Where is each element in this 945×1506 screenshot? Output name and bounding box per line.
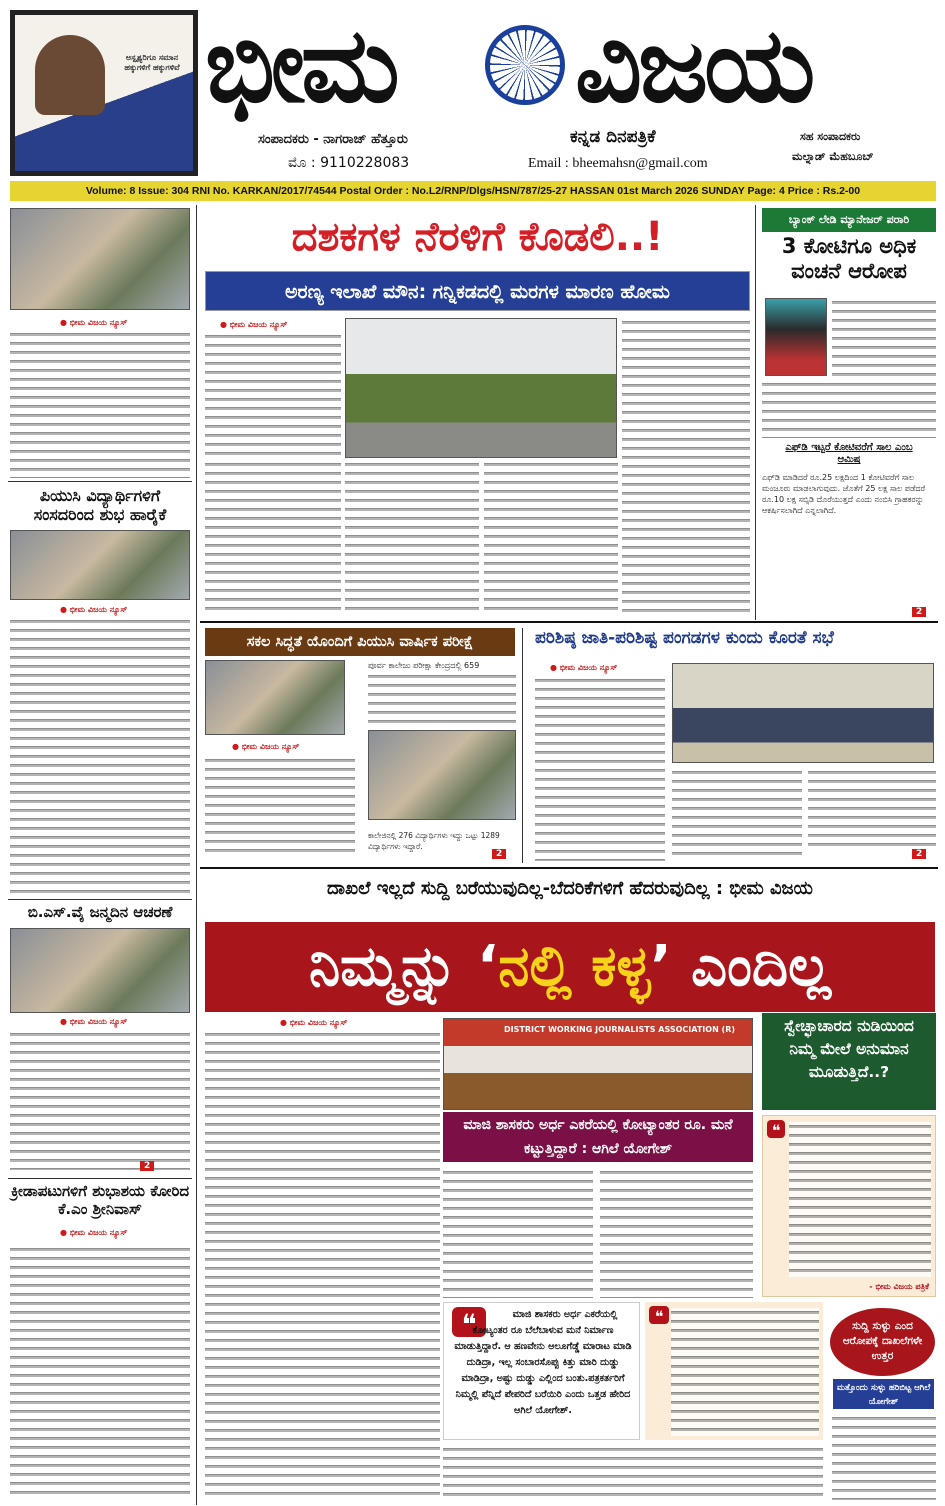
bottom-body-col-1 [205,1030,440,1500]
lead-subhead: ಅರಣ್ಯ ಇಲಾಖೆ ಮೌನ: ಗನ್ನಿಕಡದಲ್ಲಿ ಮರಗಳ ಮಾರಣ ಹೋಮ [205,271,750,311]
quote-icon: ❝ [767,1120,785,1138]
left-story-1-body [10,330,190,478]
byline: ● ಭೀಮ ವಿಜಯ ನ್ಯೂಸ್ [60,605,127,615]
lead-headline: ದಶಕಗಳ ನೆರಳಿಗೆ ಕೊಡಲಿ..! [291,214,664,260]
left-story-4-headline: ಕ್ರೀಡಾಪಟುಗಳಿಗೆ ಶುಭಾಶಯ ಕೋರಿದ ಕೆ.ಎಂ ಶ್ರೀನಿವಾಸ್ [10,1182,190,1218]
lead-photo-tree [345,318,617,458]
scst-body-1 [535,676,665,861]
lead-body-col-4 [622,318,750,613]
editor-phone: ಮೊ : 9110228083 [288,155,410,171]
continued-marker: 2 [140,1161,154,1171]
right-body-3: ಎಫ್‌ಡಿ ಮಾಡಿದರೆ ರೂ.25 ಲಕ್ಷದಿಂದ 1 ಕೋಟಿವರೆಗೆ ಸಾಲ ಮಂಜೂರು ಮಾಡಲಾಗುವುದು. ಜೊತೆಗೆ 25 ಲಕ್ಷ ಸಾಲ ಪಡೆದರೆ ರೂ.10 ಲಕ್ಷ ಸಬ್ಸಿಡಿ ದೊರೆಯುತ್ತದೆ ಎಂದು ನಂಬಿಸಿ ಗ್ರಾಹಕರನ್ನು ಆಕರ್ಷಿಸಲಾಗಿದೆ ಎನ್ನಲಾಗಿದೆ. [762,473,926,515]
section-divider [200,621,938,623]
big-headline-post: ’ ಎಂದಿಲ್ಲ [650,934,832,999]
lead-body-col-1b [205,460,341,615]
masthead-title-right: ವಿಜಯ [575,4,812,126]
right-body-2 [762,380,936,438]
byline: ● ಭೀಮ ವಿಜಯ ನ್ಯೂಸ್ [60,1228,127,1238]
scst-meeting-photo [672,663,934,763]
left-story-2-headline: ಪಿಯುಸಿ ವಿದ್ಯಾರ್ಥಿಗಳಿಗೆ ಸಂಸದರಿಂದ ಶುಭ ಹಾರೈಕೆ [33,486,167,525]
right-quote-text [789,1122,931,1277]
byline: ● ಭೀಮ ವಿಜಯ ನ್ಯೂಸ್ [232,742,299,752]
banner-tagline: ದಾಖಲೆ ಇಲ್ಲದೆ ಸುದ್ದಿ ಬರೆಯುವುದಿಲ್ಲ-ಬೆದರಿಕೆಗಳಿಗೆ ಹೆದರುವುದಿಲ್ಲ : ಭೀಮ ವಿಜಯ [327,878,813,899]
scst-body-3 [808,768,936,848]
exam-snippet: ಪೂರ್ವ ಕಾಲೇಜು ಪರೀಕ್ಷಾ ಕೇಂದ್ರದಲ್ಲಿ 659 [368,661,480,670]
lead-body-col-2 [345,460,479,615]
left-photo-1 [10,208,190,310]
right-subhead: ಎಫ್‌ಡಿ ಇಟ್ಟರೆ ಕೋಟಿವರೆಗೆ ಸಾಲ ಎಂಬ ಆಮಿಷ [785,442,913,465]
bottom-body-col-5 [832,1414,936,1500]
left-story-3-headline: ಬಿ.ಎಸ್.ವೈ ಜನ್ಮದಿನ ಆಚರಣೆ [27,903,173,921]
portrait-caption: ಅಸ್ಪೃಶ್ಯರಿಗೂ ಸಮಾನ ಹಕ್ಕುಗಳಿಗೆ ಹಕ್ಕುಗಳಿವೆ [124,53,180,72]
scst-body-2 [672,768,802,861]
masthead-title-left: ಭೀಮ [205,4,396,126]
email: Email : bheemahsn@gmail.com [528,156,708,171]
blue-box: ಮತ್ತೊಂದು ಸುಳ್ಳು ಹರಿಬಿಟ್ಟ ಆಗಿಲೆ ಯೋಗೇಶ್ [832,1378,935,1410]
column-rule [755,205,756,620]
photo-banner-text: DISTRICT WORKING JOURNALISTS ASSOCIATION (R) [504,1025,736,1034]
signature: - ಭೀಮ ವಿಜಯ ಪತ್ರಿಕೆ [869,1282,929,1291]
lead-body-col-1 [205,332,341,457]
co-editor-name: ಮಲ್ನಾಡ್ ಮೆಹಬೂಬ್ [792,150,874,163]
exam-body-2 [205,756,355,858]
exam-body-1 [368,672,516,727]
left-story-4-body [10,1245,190,1500]
bottom-subhead: ಮಾಜಿ ಶಾಸಕರು ಅರ್ಧ ಎಕರೆಯಲ್ಲಿ ಕೋಟ್ಯಾಂತರ ರೂ. ಮನೆ ಕಟ್ಟುತ್ತಿದ್ದಾರೆ : ಆಗಿಲೆ ಯೋಗೇಶ್ [443,1112,753,1162]
ashoka-chakra-icon [485,25,565,105]
portrait-frame [10,10,198,176]
exam-photo-2 [368,730,516,820]
continued-marker: 2 [492,849,506,859]
continued-marker: 2 [912,607,926,617]
byline: ● ಭೀಮ ವಿಜಯ ನ್ಯೂಸ್ [280,1018,347,1028]
column-rule [196,205,197,1505]
red-oval: ಸುದ್ದಿ ಸುಳ್ಳು ಎಂದ ಆರೋಪಕ್ಕೆ ದಾಖಲೆಗಳೇ ಉತ್ತರ [830,1308,935,1376]
right-quote-box [762,1115,936,1297]
right-headline: 3 ಕೋಟಿಗೂ ಅಧಿಕ ವಂಚನೆ ಆರೋಪ [781,234,917,284]
co-editor-label: ಸಹ ಸಂಪಾದಕರು [800,130,861,143]
left-story-2-body [10,617,190,895]
big-headline-highlight: ನಲ್ಲಿ ಕಳ್ಳ [498,934,651,999]
byline: ● ಭೀಮ ವಿಜಯ ನ್ಯೂಸ್ [60,318,127,328]
bank-manager-photo [765,298,827,376]
left-story-3-body [10,1030,190,1170]
quote-box-2 [645,1302,823,1440]
byline: ● ಭೀಮ ವಿಜಯ ನ್ಯೂಸ್ [550,663,617,673]
left-photo-2 [10,530,190,600]
green-box: ಸ್ವೇಚ್ಛಾಚಾರದ ನುಡಿಯಿಂದ ನಿಮ್ಮ ಮೇಲೆ ಅನುಮಾನ ಮೂಡುತ್ತಿದೆ..? [762,1013,936,1110]
exam-photo-1 [205,660,345,735]
exam-caption: ಕಾಲೇಜಿನಲ್ಲಿ 276 ವಿದ್ಯಾರ್ಥಿಗಳು ಇದ್ದು ಒಟ್ಟು 1289 ವಿದ್ಯಾರ್ಥಿಗಳು ಇದ್ದಾರೆ. [368,831,500,851]
right-kicker: ಬ್ಯಾಂಕ್ ಲೇಡಿ ಮ್ಯಾನೇಜರ್ ಪರಾರಿ [762,208,936,232]
divider [8,481,192,482]
quote-icon: ❝ [452,1307,486,1337]
scst-headline: ಪರಿಶಿಷ್ಠ ಜಾತಿ-ಪರಿಶಿಷ್ಟ ಪಂಗಡಗಳ ಕುಂದು ಕೊರತೆ ಸಭೆ [535,628,834,648]
column-rule [522,628,523,863]
info-bar: Volume: 8 Issue: 304 RNI No. KARKAN/2017/74544 Postal Order : No.L2/RNP/Dlgs/HSN/787/25-27 HASSAN 01st March 2026 SUNDAY Page: 4 Price : Rs.2-00 [10,181,936,201]
byline: ● ಭೀಮ ವಿಜಯ ನ್ಯೂಸ್ [60,1017,127,1027]
quote-icon: ❝ [649,1306,669,1324]
bottom-body-col-3 [600,1168,753,1298]
left-photo-3 [10,928,190,1013]
divider [8,899,192,900]
big-headline-pre: ನಿಮ್ಮನ್ನು ‘ [308,934,499,999]
big-headline [205,922,935,1012]
right-body-1 [832,298,936,376]
paper-type: ಕನ್ನಡ ದಿನಪತ್ರಿಕೆ [570,127,656,147]
byline: ● ಭೀಮ ವಿಜಯ ನ್ಯೂಸ್ [220,320,287,330]
quote-box-1 [443,1302,640,1440]
divider [8,1178,192,1179]
bottom-body-col-2b [443,1445,823,1500]
quote-2-text [671,1308,819,1436]
section-divider [200,867,938,869]
exam-headline: ಸಕಲ ಸಿದ್ಧತೆ ಯೊಂದಿಗೆ ಪಿಯುಸಿ ವಾರ್ಷಿಕ ಪರೀಕ್ಷೆ [205,628,515,656]
portrait-figure [35,35,105,115]
continued-marker: 2 [912,849,926,859]
bottom-body-col-2 [443,1168,593,1298]
quote-1-text: ಮಾಜಿ ಶಾಸಕರು ಅರ್ಧ ಎಕರೆಯಲ್ಲಿ ಕೋಟ್ಯಂತರ ರೂ ಬೆಲೆಬಾಳುವ ಮನೆ ನಿರ್ಮಾಣ ಮಾಡುತ್ತಿದ್ದಾರೆ. ಆ ಹಣವೇನು ಆಲೂಗೆಡ್ಡೆ ಮಾರಾಟ ಮಾಡಿ ದುಡಿದ್ರಾ, ಇಲ್ಲ ಸಂಬಾರಸೊಪ್ಪು ಕಿತ್ತು ಮಾರಿ ದುಡ್ಡು ಮಾಡಿದ್ರಾ, ಅಷ್ಟು ದುಡ್ಡು ಎಲ್ಲಿಂದ ಬಂತು.ಪತ್ರಕರ್ತರಿಗೆ ನಿಮ್ಮಲ್ಲಿ ಪೆನ್ನಿದೆ ಪೇಪರಿದೆ ಬರೆಯಿರಿ ಎಂದು ಒತ್ತಡ ಹೇರಿದ ಆಗಿಲೆ ಯೋಗೇಶ್. [454,1309,632,1416]
editor-name: ಸಂಪಾದಕರು - ನಾಗರಾಜ್ ಹೆತ್ತೂರು [258,132,408,147]
press-meet-photo [443,1018,753,1110]
lead-body-col-3 [484,460,618,615]
